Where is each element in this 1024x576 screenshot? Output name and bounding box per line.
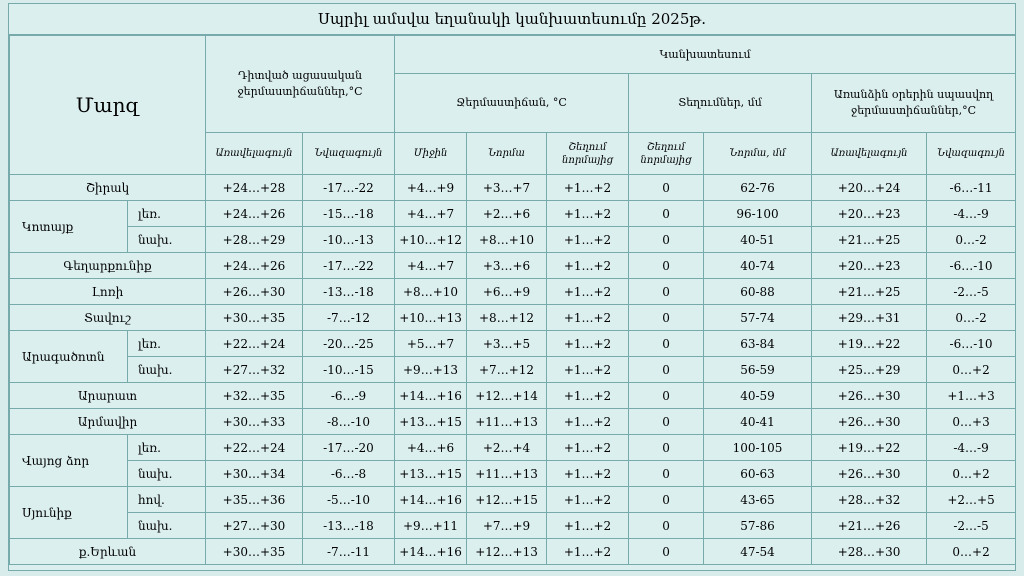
precip-norm: 40-51	[704, 227, 812, 253]
precip-deviation: 0	[629, 279, 704, 305]
precip-norm: 100-105	[704, 435, 812, 461]
extreme-max: +26…+30	[812, 409, 927, 435]
subregion-name: լեռ.	[128, 201, 206, 227]
observed-max: +27…+30	[206, 513, 303, 539]
precip-norm: 60-63	[704, 461, 812, 487]
temp-avg: +13…+15	[395, 409, 467, 435]
temp-avg: +5…+7	[395, 331, 467, 357]
observed-max: +24…+26	[206, 253, 303, 279]
extreme-min: -4…-9	[927, 201, 1016, 227]
table-row	[10, 201, 1016, 227]
precip-deviation: 0	[629, 227, 704, 253]
extreme-max: +26…+30	[812, 461, 927, 487]
observed-min: -10…-15	[303, 357, 395, 383]
temp-norm: +3…+6	[467, 253, 547, 279]
extreme-min: -6…-10	[927, 331, 1016, 357]
precip-norm: 57-74	[704, 305, 812, 331]
precip-deviation: 0	[629, 175, 704, 201]
observed-max: +32…+35	[206, 383, 303, 409]
precip-deviation: 0	[629, 331, 704, 357]
extreme-min: -2…-5	[927, 279, 1016, 305]
observed-min: -17…-20	[303, 435, 395, 461]
temp-deviation: +1…+2	[547, 227, 629, 253]
precip-deviation: 0	[629, 253, 704, 279]
precip-norm: 47-54	[704, 539, 812, 565]
observed-min: -7…-12	[303, 305, 395, 331]
extreme-min: 0…+2	[927, 539, 1016, 565]
temp-avg: +14…+16	[395, 539, 467, 565]
precip-norm: 62-76	[704, 175, 812, 201]
precip-deviation: 0	[629, 461, 704, 487]
temp-avg: +4…+7	[395, 253, 467, 279]
region-name: Արագածոտն	[10, 331, 128, 383]
temp-norm: +12…+14	[467, 383, 547, 409]
temp-avg: +4…+9	[395, 175, 467, 201]
table-row	[10, 357, 1016, 383]
header-marz: Մարզ	[10, 36, 206, 175]
temp-deviation: +1…+2	[547, 331, 629, 357]
precip-norm: 40-41	[704, 409, 812, 435]
temp-avg: +9…+13	[395, 357, 467, 383]
table-row	[10, 305, 1016, 331]
observed-min: -13…-18	[303, 279, 395, 305]
region-name: Վայոց ձոր	[10, 435, 128, 487]
subregion-name: լեռ.	[128, 331, 206, 357]
observed-max: +35…+36	[206, 487, 303, 513]
temp-avg: +14…+16	[395, 383, 467, 409]
region-name: Արմավիր	[10, 409, 206, 435]
extreme-min: -6…-10	[927, 253, 1016, 279]
observed-min: -5…-10	[303, 487, 395, 513]
extreme-min: 0…+3	[927, 409, 1016, 435]
table-row	[10, 331, 1016, 357]
extreme-max: +20…+23	[812, 201, 927, 227]
observed-max: +30…+34	[206, 461, 303, 487]
subheader-extreme-min: Նվազագույն	[927, 133, 1016, 175]
extreme-max: +19…+22	[812, 331, 927, 357]
observed-max: +30…+33	[206, 409, 303, 435]
table-row	[10, 513, 1016, 539]
observed-max: +24…+28	[206, 175, 303, 201]
temp-deviation: +1…+2	[547, 513, 629, 539]
forecast-table	[9, 35, 1016, 565]
subregion-name: նախ.	[128, 227, 206, 253]
subheader-avg: Միջին	[395, 133, 467, 175]
precip-norm: 57-86	[704, 513, 812, 539]
header-temperature: Ջերմաստիճան, °C	[395, 74, 629, 133]
temp-norm: +8…+10	[467, 227, 547, 253]
precip-deviation: 0	[629, 435, 704, 461]
table-body	[10, 175, 1016, 565]
observed-min: -6…-9	[303, 383, 395, 409]
extreme-min: -4…-9	[927, 435, 1016, 461]
region-name: Կոտայք	[10, 201, 128, 253]
region-name: Շիրակ	[10, 175, 206, 201]
observed-min: -20…-25	[303, 331, 395, 357]
observed-min: -15…-18	[303, 201, 395, 227]
extreme-min: -6…-11	[927, 175, 1016, 201]
extreme-max: +19…+22	[812, 435, 927, 461]
temp-deviation: +1…+2	[547, 435, 629, 461]
temp-norm: +7…+9	[467, 513, 547, 539]
table-row	[10, 175, 1016, 201]
forecast-document	[8, 3, 1016, 571]
region-name: Սյունիք	[10, 487, 128, 539]
extreme-max: +25…+29	[812, 357, 927, 383]
precip-deviation: 0	[629, 305, 704, 331]
precip-norm: 40-59	[704, 383, 812, 409]
temp-avg: +10…+12	[395, 227, 467, 253]
precip-norm: 96-100	[704, 201, 812, 227]
precip-deviation: 0	[629, 539, 704, 565]
precip-norm: 63-84	[704, 331, 812, 357]
precip-norm: 60-88	[704, 279, 812, 305]
precip-deviation: 0	[629, 409, 704, 435]
temp-norm: +11…+13	[467, 409, 547, 435]
region-name: Գեղարքունիք	[10, 253, 206, 279]
temp-deviation: +1…+2	[547, 175, 629, 201]
region-name: Լոռի	[10, 279, 206, 305]
precip-deviation: 0	[629, 357, 704, 383]
subheader-extreme-max: Առավելագույն	[812, 133, 927, 175]
subheader-deviation: Շեղում նորմայից	[547, 133, 629, 175]
temp-avg: +4…+6	[395, 435, 467, 461]
precip-norm: 40-74	[704, 253, 812, 279]
observed-max: +24…+26	[206, 201, 303, 227]
extreme-max: +21…+26	[812, 513, 927, 539]
table-row	[10, 539, 1016, 565]
header-precipitation: Տեղումներ, մմ	[629, 74, 812, 133]
extreme-max: +28…+30	[812, 539, 927, 565]
temp-norm: +3…+5	[467, 331, 547, 357]
region-name: ք.Երևան	[10, 539, 206, 565]
temp-deviation: +1…+2	[547, 409, 629, 435]
temp-avg: +13…+15	[395, 461, 467, 487]
temp-norm: +11…+13	[467, 461, 547, 487]
observed-max: +22…+24	[206, 435, 303, 461]
table-row	[10, 409, 1016, 435]
extreme-max: +29…+31	[812, 305, 927, 331]
temp-avg: +8…+10	[395, 279, 467, 305]
temp-avg: +4…+7	[395, 201, 467, 227]
header-forecast: Կանխատեսում	[395, 36, 1016, 74]
temp-norm: +3…+7	[467, 175, 547, 201]
observed-min: -7…-11	[303, 539, 395, 565]
observed-min: -17…-22	[303, 253, 395, 279]
extreme-min: -2…-5	[927, 513, 1016, 539]
temp-avg: +14…+16	[395, 487, 467, 513]
temp-deviation: +1…+2	[547, 253, 629, 279]
extreme-max: +21…+25	[812, 279, 927, 305]
temp-deviation: +1…+2	[547, 461, 629, 487]
extreme-min: 0…-2	[927, 227, 1016, 253]
observed-max: +26…+30	[206, 279, 303, 305]
temp-deviation: +1…+2	[547, 383, 629, 409]
extreme-min: +1…+3	[927, 383, 1016, 409]
temp-deviation: +1…+2	[547, 539, 629, 565]
extreme-min: +2…+5	[927, 487, 1016, 513]
document-title: Սպրիլ ամսվա եղանակի կանխատեսումը 2025թ.	[9, 4, 1015, 35]
observed-max: +30…+35	[206, 305, 303, 331]
precip-deviation: 0	[629, 487, 704, 513]
table-row	[10, 227, 1016, 253]
subheader-precip-deviation: Շեղում նորմայից	[629, 133, 704, 175]
header-extreme: Առանձին օրերին սպասվող ջերմաստիճաններ,°C	[812, 74, 1016, 133]
subheader-obs-min: Նվազագույն	[303, 133, 395, 175]
subregion-name: նախ.	[128, 461, 206, 487]
extreme-min: 0…+2	[927, 357, 1016, 383]
observed-max: +22…+24	[206, 331, 303, 357]
extreme-min: 0…+2	[927, 461, 1016, 487]
table-row	[10, 435, 1016, 461]
precip-deviation: 0	[629, 201, 704, 227]
temp-deviation: +1…+2	[547, 201, 629, 227]
observed-min: -13…-18	[303, 513, 395, 539]
precip-deviation: 0	[629, 383, 704, 409]
subregion-name: լեռ.	[128, 435, 206, 461]
temp-norm: +12…+13	[467, 539, 547, 565]
table-row	[10, 279, 1016, 305]
observed-min: -8…-10	[303, 409, 395, 435]
precip-norm: 56-59	[704, 357, 812, 383]
table-row	[10, 487, 1016, 513]
temp-avg: +9…+11	[395, 513, 467, 539]
observed-max: +30…+35	[206, 539, 303, 565]
header-observed: Դիտված ացասական ջերմաստիճաններ,°C	[206, 36, 395, 133]
observed-max: +27…+32	[206, 357, 303, 383]
temp-norm: +2…+4	[467, 435, 547, 461]
temp-norm: +7…+12	[467, 357, 547, 383]
observed-min: -6…-8	[303, 461, 395, 487]
precip-norm: 43-65	[704, 487, 812, 513]
region-name: Արարատ	[10, 383, 206, 409]
temp-norm: +8…+12	[467, 305, 547, 331]
extreme-max: +20…+24	[812, 175, 927, 201]
table-row	[10, 383, 1016, 409]
table-row	[10, 253, 1016, 279]
subregion-name: նախ.	[128, 513, 206, 539]
subheader-precip-norm: Նորմա, մմ	[704, 133, 812, 175]
observed-min: -17…-22	[303, 175, 395, 201]
temp-norm: +2…+6	[467, 201, 547, 227]
table-row	[10, 461, 1016, 487]
subregion-name: հով.	[128, 487, 206, 513]
temp-norm: +12…+15	[467, 487, 547, 513]
temp-deviation: +1…+2	[547, 305, 629, 331]
extreme-max: +21…+25	[812, 227, 927, 253]
temp-avg: +10…+13	[395, 305, 467, 331]
extreme-max: +20…+23	[812, 253, 927, 279]
subheader-norm: Նորմա	[467, 133, 547, 175]
observed-min: -10…-13	[303, 227, 395, 253]
extreme-max: +28…+32	[812, 487, 927, 513]
observed-max: +28…+29	[206, 227, 303, 253]
temp-deviation: +1…+2	[547, 487, 629, 513]
extreme-max: +26…+30	[812, 383, 927, 409]
region-name: Տավուշ	[10, 305, 206, 331]
subheader-obs-max: Առավելագույն	[206, 133, 303, 175]
precip-deviation: 0	[629, 513, 704, 539]
temp-deviation: +1…+2	[547, 279, 629, 305]
subregion-name: նախ.	[128, 357, 206, 383]
extreme-min: 0…-2	[927, 305, 1016, 331]
temp-deviation: +1…+2	[547, 357, 629, 383]
temp-norm: +6…+9	[467, 279, 547, 305]
